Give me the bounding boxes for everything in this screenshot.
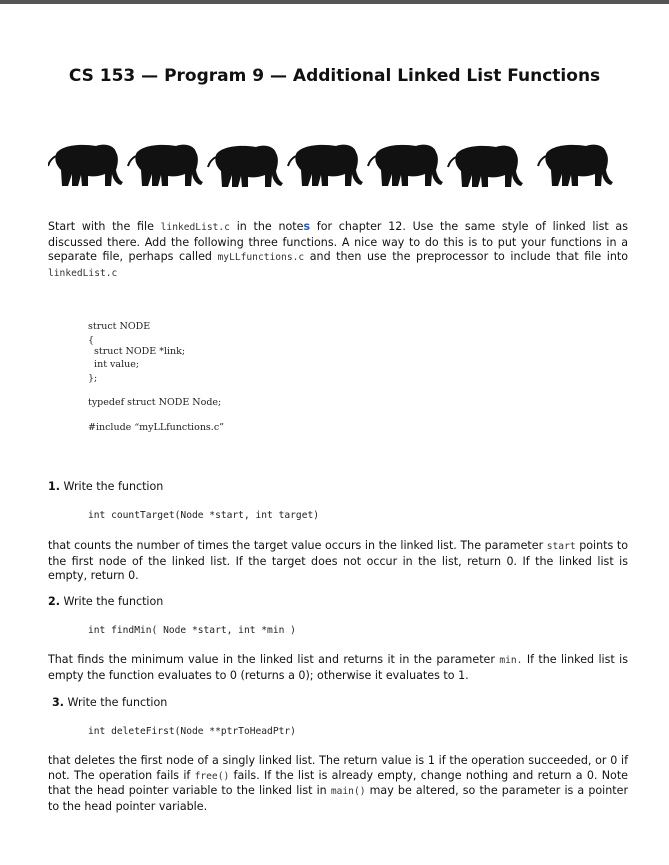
filename-linkedlist-2: linkedList.c bbox=[48, 267, 118, 279]
question-1-desc-1: that counts the number of times the target value occurs in the linked list. The parameter bbox=[48, 539, 544, 552]
code-line: }; bbox=[88, 373, 98, 384]
code-line: struct NODE *link; bbox=[88, 346, 186, 357]
question-3-desc-3: may be altered, so the parameter is a pointer to the head pointer variable. bbox=[48, 784, 629, 813]
question-1-desc-2: points to the first node of the linked list. If the target does not occur in the list, return 0. If the linked list is empty, return 0. bbox=[48, 539, 628, 583]
question-3-desc-1: that deletes the first node of a singly linked list. The return value is 1 if the operation succeeded, or 0 if not. The operation fails if bbox=[48, 754, 628, 782]
filename-linkedlist: linkedList.c bbox=[160, 222, 230, 233]
question-1-number: 1. bbox=[48, 480, 60, 493]
func-free: free() bbox=[194, 770, 230, 782]
intro-text-1: Start with the file bbox=[48, 220, 154, 233]
code-line: int value; bbox=[88, 359, 140, 370]
filename-myllfunctions: myLLfunctions.c bbox=[217, 252, 305, 264]
question-1-heading-text: Write the function bbox=[63, 480, 164, 493]
intro-text-3: for chapter 12. Use the same style of linked list as discussed there. Add the following three functions. A nice way to do this is to put your functions in a separate file, perhaps called bbox=[48, 220, 629, 264]
question-3-desc-2: fails. If the list is already empty, change nothing and return a 0. Note that the head pointer variable to the linked list in bbox=[48, 768, 628, 798]
question-3-heading-text: Write the function bbox=[67, 696, 168, 709]
question-2-heading bbox=[48, 595, 628, 610]
question-2-signature: int findMin( Node *start, int *min ) bbox=[88, 625, 296, 636]
code-line: struct NODE bbox=[88, 321, 151, 332]
window-top-border bbox=[0, 0, 669, 4]
question-3-description bbox=[48, 754, 628, 814]
intro-text-4: and then use the preprocessor to include that file into bbox=[309, 250, 629, 264]
question-2-heading-text: Write the function bbox=[63, 595, 164, 608]
code-line: { bbox=[88, 335, 95, 346]
code-line: #include “myLLfunctions.c” bbox=[88, 422, 225, 433]
func-main: main() bbox=[330, 786, 366, 798]
elephant-parade-image bbox=[48, 140, 620, 190]
question-3-number: 3. bbox=[52, 696, 64, 709]
question-2-description bbox=[48, 653, 628, 683]
question-1-signature: int countTarget(Node *start, int target) bbox=[88, 510, 320, 521]
question-2-desc-1: That finds the minimum value in the linked list and returns it in the parameter bbox=[48, 653, 495, 666]
intro-text-2: in the note bbox=[236, 220, 304, 233]
question-1-description bbox=[48, 539, 628, 584]
param-start: start bbox=[546, 541, 576, 552]
question-3-heading bbox=[52, 696, 632, 711]
text-cursor-char: s bbox=[303, 220, 311, 233]
question-1-heading bbox=[48, 480, 628, 495]
question-2-number: 2. bbox=[48, 595, 60, 608]
code-line: typedef struct NODE Node; bbox=[88, 397, 222, 408]
question-2-desc-2: If the linked list is empty the function evaluates to 0 (returns a 0); otherwise it evaluates to 1. bbox=[48, 653, 628, 682]
page-title: CS 153 — Program 9 — Additional Linked List Functions bbox=[68, 66, 601, 86]
param-min: min. bbox=[499, 655, 523, 666]
intro-paragraph bbox=[48, 220, 628, 281]
question-3-signature: int deleteFirst(Node **ptrToHeadPtr) bbox=[88, 726, 296, 737]
